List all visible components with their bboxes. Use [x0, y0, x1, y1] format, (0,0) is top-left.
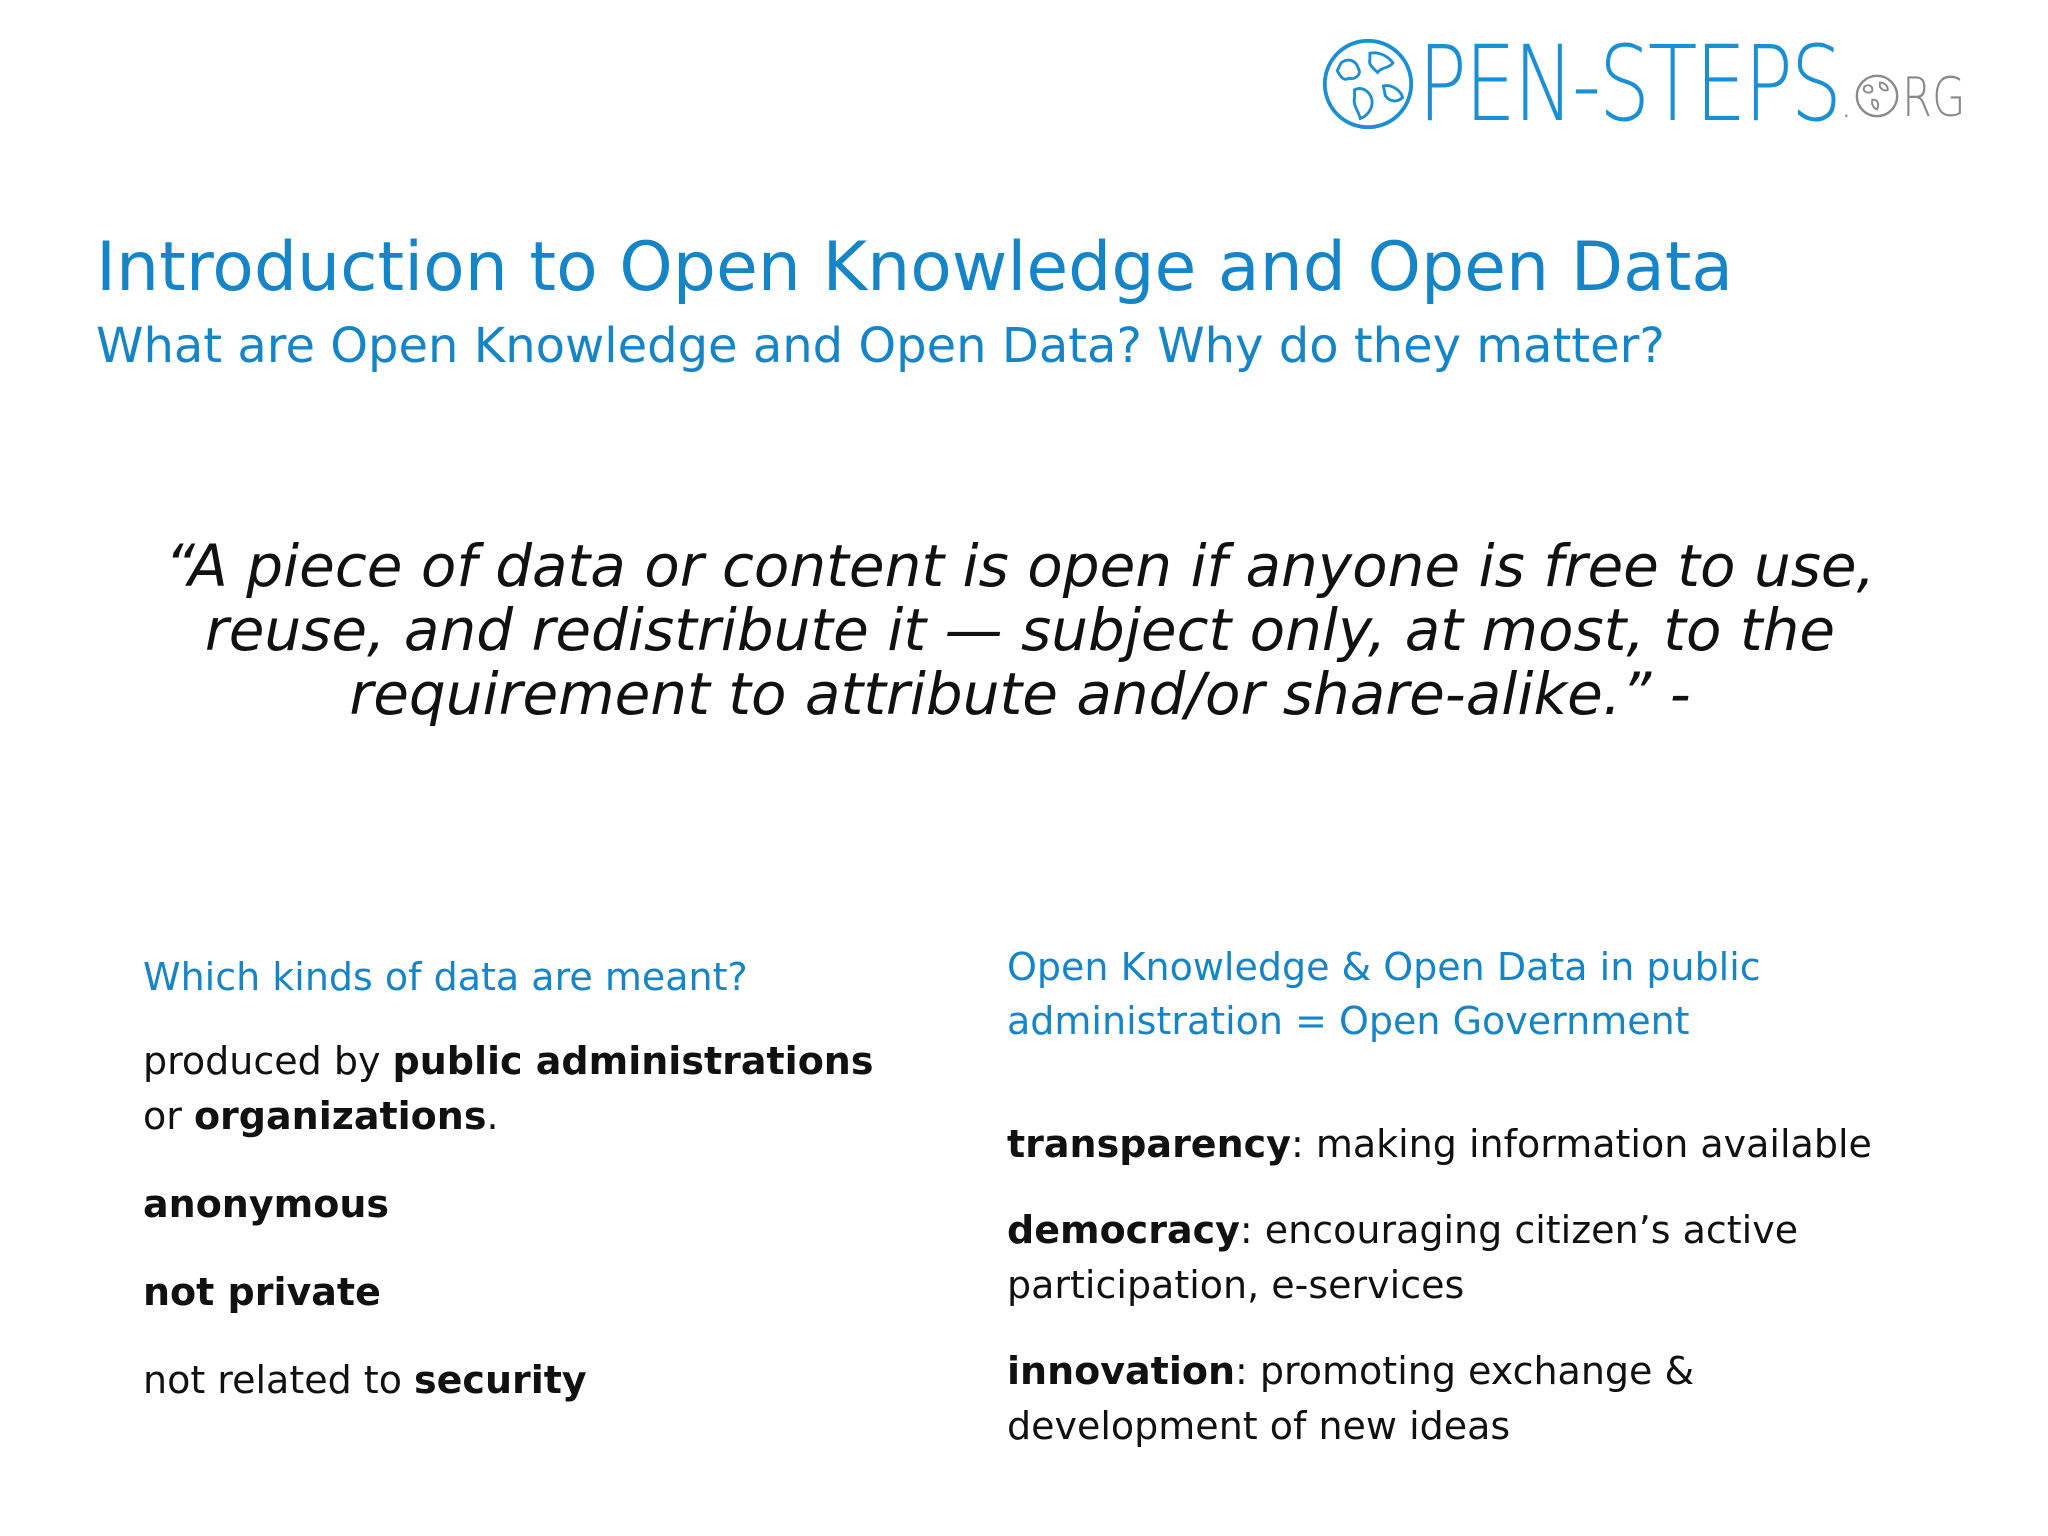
item-bold-innovation: innovation — [1007, 1349, 1235, 1393]
brand-name: PEN-STEPS — [1418, 23, 1840, 145]
right-column — [1007, 940, 2007, 1454]
item-text-continued: development of new ideas — [1007, 1404, 1511, 1448]
item-bold-not-private: not private — [143, 1270, 381, 1314]
quote-line-1: “A piece of data or content is open if anyone is free to use, — [164, 532, 1876, 600]
definition-quote — [120, 534, 1920, 726]
slide-title: Introduction to Open Knowledge and Open Data — [96, 228, 1734, 307]
right-item-democracy — [1007, 1203, 2007, 1313]
quote-line-2: reuse, and redistribute it — subject only, at most, to the — [204, 596, 1836, 664]
left-item-anonymous — [143, 1177, 983, 1232]
left-item-produced-by — [143, 1034, 983, 1144]
right-heading — [1007, 940, 2007, 1048]
slide-subtitle: What are Open Knowledge and Open Data? Why do they matter? — [96, 318, 1665, 374]
left-column — [143, 950, 983, 1408]
item-text: : encouraging citizen’s active — [1239, 1208, 1799, 1252]
item-bold-public-administrations: public administrations — [392, 1039, 874, 1083]
right-item-innovation — [1007, 1344, 2007, 1454]
org-suffix — [1840, 66, 1981, 129]
small-globe-icon — [1853, 72, 1901, 120]
right-heading-line-2: administration = Open Government — [1007, 999, 1690, 1043]
item-text-continued: participation, e-services — [1007, 1263, 1465, 1307]
left-heading: Which kinds of data are meant? — [143, 955, 748, 999]
item-prefix: produced by — [143, 1039, 393, 1083]
quote-line-3: requirement to attribute and/or share-alike.” - — [349, 660, 1691, 728]
item-middle: or — [143, 1094, 194, 1138]
org-rg: RG — [1901, 66, 1966, 129]
item-suffix: . — [486, 1094, 499, 1138]
right-heading-line-1: Open Knowledge & Open Data in public — [1007, 945, 1761, 989]
org-dot: . — [1840, 81, 1853, 127]
item-bold-organizations: organizations — [193, 1094, 487, 1138]
item-bold-democracy: democracy — [1007, 1208, 1240, 1252]
left-item-security — [143, 1353, 983, 1408]
item-prefix: not related to — [143, 1358, 415, 1402]
right-item-transparency — [1007, 1117, 2007, 1172]
item-text: : promoting exchange & — [1235, 1349, 1695, 1393]
item-text: : making information available — [1290, 1122, 1872, 1166]
item-bold-anonymous: anonymous — [143, 1182, 389, 1226]
globe-icon — [1320, 36, 1416, 132]
item-bold-transparency: transparency — [1007, 1122, 1291, 1166]
left-item-not-private — [143, 1265, 983, 1320]
item-bold-security: security — [414, 1358, 587, 1402]
